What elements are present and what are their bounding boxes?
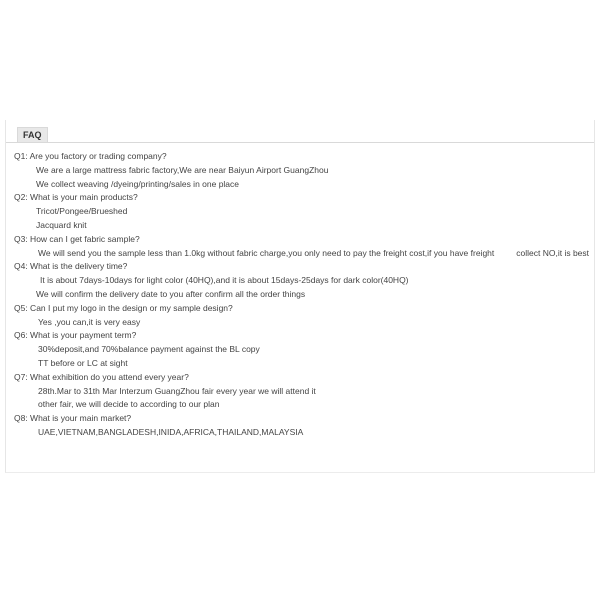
- faq-answer-3-row: [14, 247, 589, 261]
- faq-answer-7-2: other fair, we will decide to according to our plan: [38, 399, 220, 410]
- faq-answer-7-1: 28th.Mar to 31th Mar Interzum GuangZhou fair every year we will attend it: [38, 385, 316, 396]
- faq-answer-6-2: TT before or LC at sight: [38, 357, 128, 368]
- faq-answer-3-2: collect NO,it is best: [516, 247, 589, 258]
- faq-question-4: Q4: What is the delivery time?: [14, 261, 128, 272]
- faq-list: [14, 150, 589, 440]
- faq-question-6: Q6: What is your payment term?: [14, 330, 137, 341]
- faq-answer-3-1: We will send you the sample less than 1.0kg without fabric charge,you only need to pay the freight cost,if you have freight: [38, 247, 495, 258]
- faq-panel: [5, 120, 595, 473]
- faq-answer-2-1: Tricot/Pongee/Brueshed: [36, 206, 128, 217]
- faq-answer-4-2: We will confirm the delivery date to you after confirm all the order things: [36, 288, 306, 299]
- faq-question-5: Q5: Can I put my logo in the design or my sample design?: [14, 302, 233, 313]
- faq-question-7: Q7: What exhibition do you attend every year?: [14, 371, 189, 382]
- faq-tab[interactable]: FAQ: [17, 127, 48, 142]
- faq-question-1: Q1: Are you factory or trading company?: [14, 151, 167, 161]
- faq-answer-5-1: Yes ,you can,it is very easy: [38, 316, 141, 327]
- faq-question-2: Q2: What is your main products?: [14, 192, 138, 203]
- faq-answer-8-1: UAE,VIETNAM,BANGLADESH,INIDA,AFRICA,THAILAND,MALAYSIA: [38, 426, 304, 437]
- faq-answer-1-1: We are a large mattress fabric factory,We are near Baiyun Airport GuangZhou: [36, 164, 329, 175]
- faq-question-8: Q8: What is your main market?: [14, 413, 132, 424]
- faq-answer-4-1: It is about 7days-10days for light color (40HQ),and it is about 15days-25days for dark color(40HQ): [40, 275, 409, 286]
- faq-answer-1-2: We collect weaving /dyeing/printing/sales in one place: [36, 178, 240, 189]
- faq-question-3: Q3: How can I get fabric sample?: [14, 233, 140, 244]
- faq-answer-6-1: 30%deposit,and 70%balance payment against the BL copy: [38, 344, 260, 355]
- tab-divider: [6, 142, 594, 143]
- faq-answer-2-2: Jacquard knit: [36, 219, 87, 230]
